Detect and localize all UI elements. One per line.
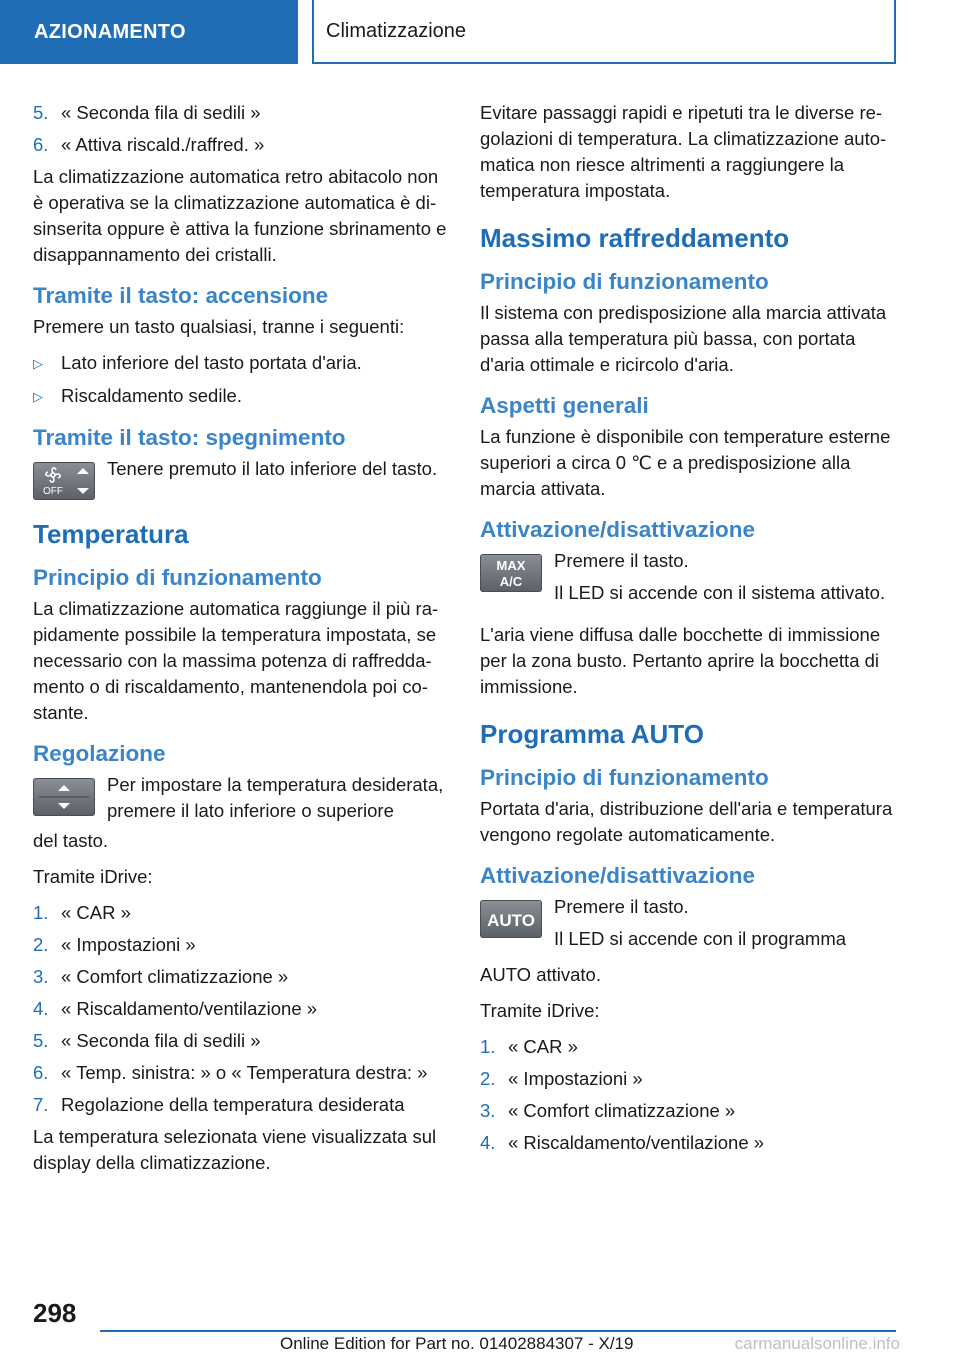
- temperature-rocker-icon: [33, 778, 95, 816]
- list-item: 4. « Riscaldamento/ventilazione »: [33, 998, 318, 1019]
- list-item: 1. « CAR »: [33, 902, 131, 923]
- paragraph: Per impostare la temperatura desiderata, premere il lato inferiore o superiore: [107, 774, 444, 821]
- list-item: 2. « Impostazioni »: [480, 1068, 643, 1089]
- triangle-bullet-icon: ▷: [33, 389, 43, 404]
- list-item: 4. « Riscaldamento/ventilazione »: [480, 1132, 765, 1153]
- list-item: 6. « Attiva riscald./raffred. »: [33, 134, 265, 155]
- button-row: [480, 894, 898, 958]
- heading-regolazione: Regolazione: [33, 741, 166, 766]
- heading-principio: Principio di funzionamento: [480, 269, 769, 294]
- page-number: 298: [33, 1298, 77, 1328]
- heading-accensione: Tramite il tasto: accensione: [33, 283, 329, 308]
- button-row: [480, 548, 898, 612]
- list-item: 6. « Temp. sinistra: » o « Temperatura destra: »: [33, 1062, 428, 1083]
- paragraph: Premere il tasto.: [554, 896, 689, 917]
- list-item: 1. « CAR »: [480, 1036, 578, 1057]
- paragraph: Premere il tasto.: [554, 550, 689, 571]
- edition-text: Online Edition for Part no. 01402884307 - X/19: [280, 1334, 634, 1353]
- svg-text:MAX: MAX: [496, 558, 526, 573]
- list-item: 5. « Seconda fila di sedili »: [33, 1030, 261, 1051]
- heading-programma-auto: Programma AUTO: [480, 719, 704, 749]
- idrive-steps: [33, 900, 451, 1118]
- triangle-bullet-icon: ▷: [33, 356, 43, 371]
- heading-principio: Principio di funzionamento: [480, 765, 769, 790]
- idrive-steps: [480, 1034, 898, 1156]
- watermark: carmanualsonline.info: [734, 1334, 900, 1353]
- left-column: [33, 100, 451, 1186]
- svg-text:OFF: OFF: [43, 486, 63, 497]
- auto-button-icon: [480, 900, 542, 938]
- paragraph: La climatizzazione automatica raggiunge il più rapidamente possibile la temperatura impostata, se necessario con la massima potenza di raffreddamento o di riscaldamento, mantenendola poi costante.: [33, 598, 439, 723]
- paragraph: Il LED si accende con il programma: [554, 928, 847, 949]
- paragraph: Premere un tasto qualsiasi, tranne i seguenti:: [33, 316, 405, 337]
- heading-attivazione: Attivazione/disattivazione: [480, 517, 756, 542]
- paragraph-continued: AUTO attivato.: [480, 964, 601, 985]
- paragraph: La temperatura selezionata viene visualizzata sul display della climatizzazione.: [33, 1126, 437, 1173]
- heading-principio: Principio di funzionamento: [33, 565, 322, 590]
- footer-divider: [100, 1330, 896, 1332]
- list-item: 2. « Impostazioni »: [33, 934, 196, 955]
- list-item: ▷ Lato inferiore del tasto portata d'aria.: [33, 350, 451, 377]
- paragraph-continued: del tasto.: [33, 830, 109, 851]
- button-row: [33, 456, 451, 500]
- button-row: [33, 772, 451, 824]
- paragraph: Tramite iDrive:: [33, 866, 153, 887]
- right-column: [480, 100, 898, 1162]
- paragraph: Portata d'aria, distribuzione dell'aria e temperatura vengono regolate automaticamente.: [480, 798, 893, 845]
- paragraph: La climatizzazione automatica retro abitacolo non è operativa se la climatizzazione automatica è disinserita oppure è attiva la funzione sbrinamento e disappannamento dei cristalli.: [33, 166, 447, 265]
- list-item: 5. « Seconda fila di sedili »: [33, 102, 261, 123]
- paragraph: L'aria viene diffusa dalle bocchette di immissione per la zona busto. Pertanto aprire la bocchetta di immissione.: [480, 624, 881, 697]
- heading-spegnimento: Tramite il tasto: spegnimento: [33, 425, 346, 450]
- list-item: 3. « Comfort climatizzazione »: [480, 1100, 736, 1121]
- svg-text:AUTO: AUTO: [487, 911, 535, 930]
- bullet-list: [33, 350, 451, 410]
- list-item: 7. Regolazione della temperatura desiderata: [33, 1094, 405, 1115]
- paragraph: Tramite iDrive:: [480, 1000, 600, 1021]
- heading-aspetti-generali: Aspetti generali: [480, 393, 649, 418]
- list-item: 3. « Comfort climatizzazione »: [33, 966, 289, 987]
- list-top: [33, 100, 451, 158]
- fan-off-button-icon: [33, 462, 95, 500]
- paragraph: Il LED si accende con il sistema attivato.: [554, 582, 886, 603]
- heading-attivazione: Attivazione/disattivazione: [480, 863, 756, 888]
- list-item: ▷ Riscaldamento sedile.: [33, 383, 451, 410]
- chapter-header: Climatizzazione: [312, 0, 896, 64]
- paragraph: Tenere premuto il lato inferiore del tasto.: [107, 458, 438, 479]
- svg-text:A/C: A/C: [499, 574, 523, 589]
- paragraph: Evitare passaggi rapidi e ripetuti tra le diverse regolazioni di temperatura. La climatizzazione automatica non riesce altrimenti a raggiungere la temperatura impostata.: [480, 102, 887, 201]
- section-header: AZIONAMENTO: [0, 0, 298, 64]
- heading-temperatura: Temperatura: [33, 519, 189, 549]
- heading-massimo-raffreddamento: Massimo raffreddamento: [480, 223, 790, 253]
- max-ac-button-icon: [480, 554, 542, 592]
- paragraph: Il sistema con predisposizione alla marcia attivata passa alla temperatura più bassa, con portata d'aria ottimale e ricircolo d'aria.: [480, 302, 887, 375]
- paragraph: La funzione è disponibile con temperature esterne superiori a circa 0 ℃ e a predisposizione alla marcia attivata.: [480, 426, 891, 499]
